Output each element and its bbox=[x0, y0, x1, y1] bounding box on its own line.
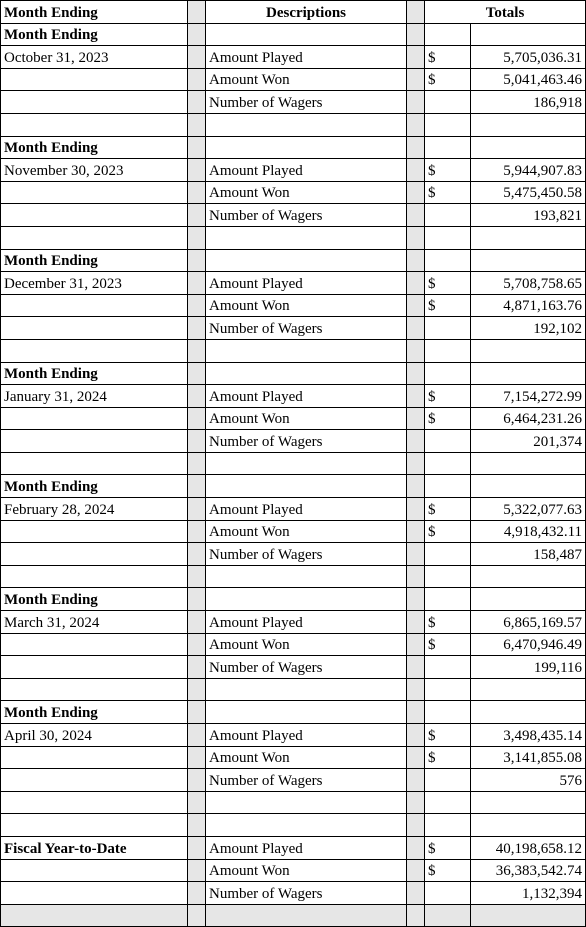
gap-cell bbox=[407, 136, 425, 159]
blank-cell[interactable] bbox=[425, 701, 471, 724]
gap-cell bbox=[188, 769, 206, 792]
currency-symbol bbox=[425, 317, 471, 340]
month-date: December 31, 2023 bbox=[1, 272, 188, 295]
blank-cell[interactable] bbox=[206, 814, 407, 837]
month-label-row bbox=[1, 475, 586, 498]
data-row bbox=[1, 498, 586, 521]
blank-cell[interactable] bbox=[471, 113, 586, 136]
blank-cell[interactable] bbox=[206, 678, 407, 701]
gap-cell bbox=[407, 159, 425, 182]
footer-gap-row bbox=[1, 904, 586, 927]
blank-cell[interactable] bbox=[1, 294, 188, 317]
description-cell[interactable]: Amount Played bbox=[206, 385, 407, 408]
currency-symbol bbox=[425, 204, 471, 227]
gap-cell bbox=[188, 1, 206, 24]
spacer-row bbox=[1, 226, 586, 249]
gap-cell bbox=[407, 362, 425, 385]
total-value[interactable]: 5,708,758.65 bbox=[471, 272, 586, 295]
currency-symbol bbox=[425, 91, 471, 114]
data-row bbox=[1, 159, 586, 182]
month-ending-label: Month Ending bbox=[1, 136, 188, 159]
blank-cell[interactable] bbox=[471, 791, 586, 814]
month-date: November 30, 2023 bbox=[1, 159, 188, 182]
month-date: March 31, 2024 bbox=[1, 611, 188, 634]
gap-cell bbox=[188, 226, 206, 249]
month-date: October 31, 2023 bbox=[1, 46, 188, 69]
gap-cell bbox=[407, 746, 425, 769]
total-value[interactable]: 5,944,907.83 bbox=[471, 159, 586, 182]
blank-cell[interactable] bbox=[1, 113, 188, 136]
month-label-row bbox=[1, 23, 586, 46]
blank-cell[interactable] bbox=[425, 565, 471, 588]
data-row bbox=[1, 181, 586, 204]
blank-cell[interactable] bbox=[471, 23, 586, 46]
gap-cell bbox=[407, 904, 425, 927]
gap-cell bbox=[407, 430, 425, 453]
header-totals[interactable]: Totals bbox=[425, 1, 586, 24]
currency-symbol: $ bbox=[425, 46, 471, 69]
description-cell[interactable]: Number of Wagers bbox=[206, 317, 407, 340]
blank-cell[interactable] bbox=[206, 226, 407, 249]
gap-cell bbox=[407, 565, 425, 588]
data-row bbox=[1, 407, 586, 430]
gap-cell bbox=[407, 724, 425, 747]
description-cell[interactable]: Amount Played bbox=[206, 498, 407, 521]
gap-cell bbox=[407, 633, 425, 656]
month-ending-label: Month Ending bbox=[1, 362, 188, 385]
data-row bbox=[1, 317, 586, 340]
spacer-row bbox=[1, 452, 586, 475]
description-cell[interactable]: Number of Wagers bbox=[206, 204, 407, 227]
total-value[interactable]: 6,470,946.49 bbox=[471, 633, 586, 656]
total-value[interactable]: 193,821 bbox=[471, 204, 586, 227]
month-date: February 28, 2024 bbox=[1, 498, 188, 521]
header-descriptions[interactable]: Descriptions bbox=[206, 1, 407, 24]
gap-cell bbox=[407, 68, 425, 91]
blank-cell[interactable] bbox=[1, 791, 188, 814]
blank-cell[interactable] bbox=[471, 136, 586, 159]
gap-cell bbox=[407, 181, 425, 204]
blank-cell[interactable] bbox=[206, 136, 407, 159]
total-value[interactable]: 36,383,542.74 bbox=[471, 859, 586, 882]
gap-cell bbox=[188, 633, 206, 656]
blank-cell[interactable] bbox=[1, 91, 188, 114]
description-cell[interactable]: Amount Played bbox=[206, 611, 407, 634]
data-row bbox=[1, 520, 586, 543]
description-cell[interactable]: Amount Played bbox=[206, 836, 407, 859]
blank-cell[interactable] bbox=[425, 452, 471, 475]
spacer-row bbox=[1, 814, 586, 837]
blank-cell[interactable] bbox=[425, 791, 471, 814]
description-cell[interactable]: Amount Won bbox=[206, 859, 407, 882]
currency-symbol: $ bbox=[425, 746, 471, 769]
blank-cell[interactable] bbox=[425, 249, 471, 272]
month-ending-label: Month Ending bbox=[1, 23, 188, 46]
data-row bbox=[1, 656, 586, 679]
month-ending-label: Month Ending bbox=[1, 249, 188, 272]
gap-cell bbox=[188, 520, 206, 543]
currency-symbol bbox=[425, 769, 471, 792]
blank-cell[interactable] bbox=[206, 475, 407, 498]
data-row bbox=[1, 385, 586, 408]
blank-cell[interactable] bbox=[206, 701, 407, 724]
gap-cell bbox=[188, 339, 206, 362]
total-value[interactable]: 158,487 bbox=[471, 543, 586, 566]
gap-cell bbox=[407, 452, 425, 475]
blank-cell[interactable] bbox=[1, 430, 188, 453]
blank-cell[interactable] bbox=[1, 520, 188, 543]
gap-cell bbox=[407, 678, 425, 701]
table-body bbox=[1, 1, 586, 927]
blank-cell[interactable] bbox=[425, 362, 471, 385]
gap-cell bbox=[188, 362, 206, 385]
gap-cell bbox=[188, 452, 206, 475]
gap-cell bbox=[407, 317, 425, 340]
blank-cell[interactable] bbox=[206, 249, 407, 272]
currency-symbol bbox=[425, 656, 471, 679]
blank-cell[interactable] bbox=[1, 339, 188, 362]
gap-cell bbox=[188, 91, 206, 114]
month-ending-label: Month Ending bbox=[1, 588, 188, 611]
spacer-row bbox=[1, 565, 586, 588]
blank-cell[interactable] bbox=[206, 791, 407, 814]
blank-cell[interactable] bbox=[1, 565, 188, 588]
blank-cell[interactable] bbox=[206, 452, 407, 475]
total-value[interactable]: 1,132,394 bbox=[471, 882, 586, 905]
description-cell[interactable]: Number of Wagers bbox=[206, 882, 407, 905]
currency-symbol: $ bbox=[425, 385, 471, 408]
gap-cell bbox=[188, 701, 206, 724]
data-row bbox=[1, 633, 586, 656]
description-cell[interactable]: Amount Won bbox=[206, 407, 407, 430]
spacer-row bbox=[1, 113, 586, 136]
fytd-row bbox=[1, 882, 586, 905]
gap-cell bbox=[407, 339, 425, 362]
gap-cell bbox=[407, 520, 425, 543]
total-value[interactable]: 6,865,169.57 bbox=[471, 611, 586, 634]
gap-cell bbox=[188, 272, 206, 295]
gap-cell bbox=[407, 882, 425, 905]
description-cell[interactable]: Amount Won bbox=[206, 181, 407, 204]
blank-cell[interactable] bbox=[471, 475, 586, 498]
gap-cell bbox=[188, 430, 206, 453]
gap-cell bbox=[188, 204, 206, 227]
gap-cell bbox=[407, 814, 425, 837]
month-label-row bbox=[1, 701, 586, 724]
blank-cell[interactable] bbox=[1, 407, 188, 430]
currency-symbol: $ bbox=[425, 294, 471, 317]
blank-cell[interactable] bbox=[1, 204, 188, 227]
gap-cell bbox=[407, 1, 425, 24]
currency-symbol: $ bbox=[425, 68, 471, 91]
blank-cell[interactable] bbox=[1, 882, 188, 905]
blank-cell[interactable] bbox=[471, 362, 586, 385]
gap-cell bbox=[188, 904, 206, 927]
month-label-row bbox=[1, 588, 586, 611]
gap-cell bbox=[471, 904, 586, 927]
blank-cell[interactable] bbox=[206, 113, 407, 136]
currency-symbol: $ bbox=[425, 272, 471, 295]
gap-cell bbox=[407, 769, 425, 792]
fytd-row bbox=[1, 836, 586, 859]
gap-cell bbox=[407, 611, 425, 634]
gap-cell bbox=[1, 904, 188, 927]
gap-cell bbox=[188, 836, 206, 859]
total-value[interactable]: 5,041,463.46 bbox=[471, 68, 586, 91]
gap-cell bbox=[188, 859, 206, 882]
gap-cell bbox=[425, 904, 471, 927]
gap-cell bbox=[407, 859, 425, 882]
total-value[interactable]: 3,498,435.14 bbox=[471, 724, 586, 747]
description-cell[interactable]: Amount Played bbox=[206, 159, 407, 182]
currency-symbol bbox=[425, 543, 471, 566]
blank-cell[interactable] bbox=[471, 588, 586, 611]
currency-symbol: $ bbox=[425, 520, 471, 543]
spacer-row bbox=[1, 678, 586, 701]
description-cell[interactable]: Amount Played bbox=[206, 724, 407, 747]
blank-cell[interactable] bbox=[425, 678, 471, 701]
gap-cell bbox=[407, 272, 425, 295]
description-cell[interactable]: Amount Played bbox=[206, 46, 407, 69]
total-value[interactable]: 40,198,658.12 bbox=[471, 836, 586, 859]
month-label-row bbox=[1, 362, 586, 385]
blank-cell[interactable] bbox=[1, 452, 188, 475]
gap-cell bbox=[188, 249, 206, 272]
gap-cell bbox=[188, 791, 206, 814]
total-value[interactable]: 7,154,272.99 bbox=[471, 385, 586, 408]
gap-cell bbox=[407, 498, 425, 521]
blank-cell[interactable] bbox=[425, 814, 471, 837]
gap-cell bbox=[407, 226, 425, 249]
gap-cell bbox=[407, 791, 425, 814]
blank-cell[interactable] bbox=[471, 565, 586, 588]
blank-cell[interactable] bbox=[1, 859, 188, 882]
blank-cell[interactable] bbox=[471, 452, 586, 475]
data-row bbox=[1, 272, 586, 295]
total-value[interactable]: 192,102 bbox=[471, 317, 586, 340]
gap-cell bbox=[188, 475, 206, 498]
data-row bbox=[1, 294, 586, 317]
data-row bbox=[1, 91, 586, 114]
total-value[interactable]: 4,918,432.11 bbox=[471, 520, 586, 543]
gap-cell bbox=[407, 543, 425, 566]
total-value[interactable]: 5,705,036.31 bbox=[471, 46, 586, 69]
gap-cell bbox=[188, 656, 206, 679]
description-cell[interactable]: Number of Wagers bbox=[206, 656, 407, 679]
total-value[interactable]: 4,871,163.76 bbox=[471, 294, 586, 317]
description-cell[interactable]: Number of Wagers bbox=[206, 91, 407, 114]
blank-cell[interactable] bbox=[1, 68, 188, 91]
header-month-ending[interactable]: Month Ending bbox=[1, 1, 188, 24]
description-cell[interactable]: Amount Won bbox=[206, 633, 407, 656]
currency-symbol: $ bbox=[425, 159, 471, 182]
gap-cell bbox=[188, 882, 206, 905]
description-cell[interactable]: Number of Wagers bbox=[206, 769, 407, 792]
description-cell[interactable]: Number of Wagers bbox=[206, 543, 407, 566]
spacer-row bbox=[1, 339, 586, 362]
description-cell[interactable]: Amount Won bbox=[206, 520, 407, 543]
blank-cell[interactable] bbox=[206, 339, 407, 362]
gap-cell bbox=[188, 724, 206, 747]
total-value[interactable]: 576 bbox=[471, 769, 586, 792]
fytd-label: Fiscal Year-to-Date bbox=[1, 836, 188, 859]
gap-cell bbox=[407, 701, 425, 724]
description-cell[interactable]: Amount Won bbox=[206, 68, 407, 91]
gap-cell bbox=[188, 23, 206, 46]
currency-symbol: $ bbox=[425, 498, 471, 521]
gap-cell bbox=[188, 746, 206, 769]
total-value[interactable]: 199,116 bbox=[471, 656, 586, 679]
gap-cell bbox=[407, 475, 425, 498]
month-ending-label: Month Ending bbox=[1, 701, 188, 724]
blank-cell[interactable] bbox=[471, 339, 586, 362]
gap-cell bbox=[407, 91, 425, 114]
description-cell[interactable]: Amount Played bbox=[206, 272, 407, 295]
blank-cell[interactable] bbox=[206, 588, 407, 611]
gap-cell bbox=[407, 249, 425, 272]
gap-cell bbox=[188, 588, 206, 611]
gap-cell bbox=[188, 136, 206, 159]
currency-symbol: $ bbox=[425, 836, 471, 859]
currency-symbol bbox=[425, 882, 471, 905]
blank-cell[interactable] bbox=[1, 317, 188, 340]
fytd-row bbox=[1, 859, 586, 882]
month-label-row bbox=[1, 249, 586, 272]
gap-cell bbox=[188, 159, 206, 182]
blank-cell[interactable] bbox=[471, 814, 586, 837]
gap-cell bbox=[407, 204, 425, 227]
total-value[interactable]: 3,141,855.08 bbox=[471, 746, 586, 769]
gap-cell bbox=[407, 656, 425, 679]
blank-cell[interactable] bbox=[425, 475, 471, 498]
gap-cell bbox=[407, 385, 425, 408]
currency-symbol: $ bbox=[425, 633, 471, 656]
gap-cell bbox=[188, 543, 206, 566]
data-row bbox=[1, 724, 586, 747]
header-row bbox=[1, 1, 586, 24]
data-row bbox=[1, 769, 586, 792]
gap-cell bbox=[206, 904, 407, 927]
gap-cell bbox=[188, 317, 206, 340]
gap-cell bbox=[188, 565, 206, 588]
currency-symbol: $ bbox=[425, 181, 471, 204]
gap-cell bbox=[188, 113, 206, 136]
data-row bbox=[1, 543, 586, 566]
month-ending-label: Month Ending bbox=[1, 475, 188, 498]
total-value[interactable]: 5,475,450.58 bbox=[471, 181, 586, 204]
blank-cell[interactable] bbox=[471, 701, 586, 724]
gap-cell bbox=[407, 836, 425, 859]
total-value[interactable]: 5,322,077.63 bbox=[471, 498, 586, 521]
blank-cell[interactable] bbox=[1, 181, 188, 204]
blank-cell[interactable] bbox=[425, 113, 471, 136]
blank-cell[interactable] bbox=[206, 565, 407, 588]
gap-cell bbox=[188, 407, 206, 430]
gap-cell bbox=[188, 678, 206, 701]
description-cell[interactable]: Amount Won bbox=[206, 746, 407, 769]
gap-cell bbox=[188, 498, 206, 521]
blank-cell[interactable] bbox=[206, 362, 407, 385]
data-row bbox=[1, 430, 586, 453]
gap-cell bbox=[407, 588, 425, 611]
blank-cell[interactable] bbox=[1, 746, 188, 769]
blank-cell[interactable] bbox=[1, 656, 188, 679]
blank-cell[interactable] bbox=[1, 678, 188, 701]
gap-cell bbox=[407, 113, 425, 136]
gap-cell bbox=[188, 814, 206, 837]
total-value[interactable]: 6,464,231.26 bbox=[471, 407, 586, 430]
month-date: January 31, 2024 bbox=[1, 385, 188, 408]
blank-cell[interactable] bbox=[471, 226, 586, 249]
currency-symbol: $ bbox=[425, 611, 471, 634]
blank-cell[interactable] bbox=[1, 226, 188, 249]
description-cell[interactable]: Number of Wagers bbox=[206, 430, 407, 453]
gap-cell bbox=[407, 23, 425, 46]
month-label-row bbox=[1, 136, 586, 159]
gap-cell bbox=[188, 68, 206, 91]
gap-cell bbox=[407, 46, 425, 69]
currency-symbol: $ bbox=[425, 859, 471, 882]
blank-cell[interactable] bbox=[425, 339, 471, 362]
description-cell[interactable]: Amount Won bbox=[206, 294, 407, 317]
blank-cell[interactable] bbox=[425, 136, 471, 159]
blank-cell[interactable] bbox=[206, 23, 407, 46]
data-row bbox=[1, 46, 586, 69]
blank-cell[interactable] bbox=[1, 769, 188, 792]
data-row bbox=[1, 204, 586, 227]
currency-symbol bbox=[425, 430, 471, 453]
gap-cell bbox=[407, 294, 425, 317]
blank-cell[interactable] bbox=[425, 588, 471, 611]
gap-cell bbox=[188, 611, 206, 634]
data-row bbox=[1, 68, 586, 91]
data-row bbox=[1, 611, 586, 634]
blank-cell[interactable] bbox=[1, 543, 188, 566]
gap-cell bbox=[188, 181, 206, 204]
month-date: April 30, 2024 bbox=[1, 724, 188, 747]
spacer-row bbox=[1, 791, 586, 814]
gap-cell bbox=[407, 407, 425, 430]
blank-cell[interactable] bbox=[471, 249, 586, 272]
blank-cell[interactable] bbox=[1, 633, 188, 656]
blank-cell[interactable] bbox=[471, 678, 586, 701]
gap-cell bbox=[188, 385, 206, 408]
blank-cell[interactable] bbox=[425, 226, 471, 249]
currency-symbol: $ bbox=[425, 724, 471, 747]
data-row bbox=[1, 746, 586, 769]
currency-symbol: $ bbox=[425, 407, 471, 430]
total-value[interactable]: 186,918 bbox=[471, 91, 586, 114]
blank-cell[interactable] bbox=[1, 814, 188, 837]
gap-cell bbox=[188, 46, 206, 69]
total-value[interactable]: 201,374 bbox=[471, 430, 586, 453]
blank-cell[interactable] bbox=[425, 23, 471, 46]
gap-cell bbox=[188, 294, 206, 317]
